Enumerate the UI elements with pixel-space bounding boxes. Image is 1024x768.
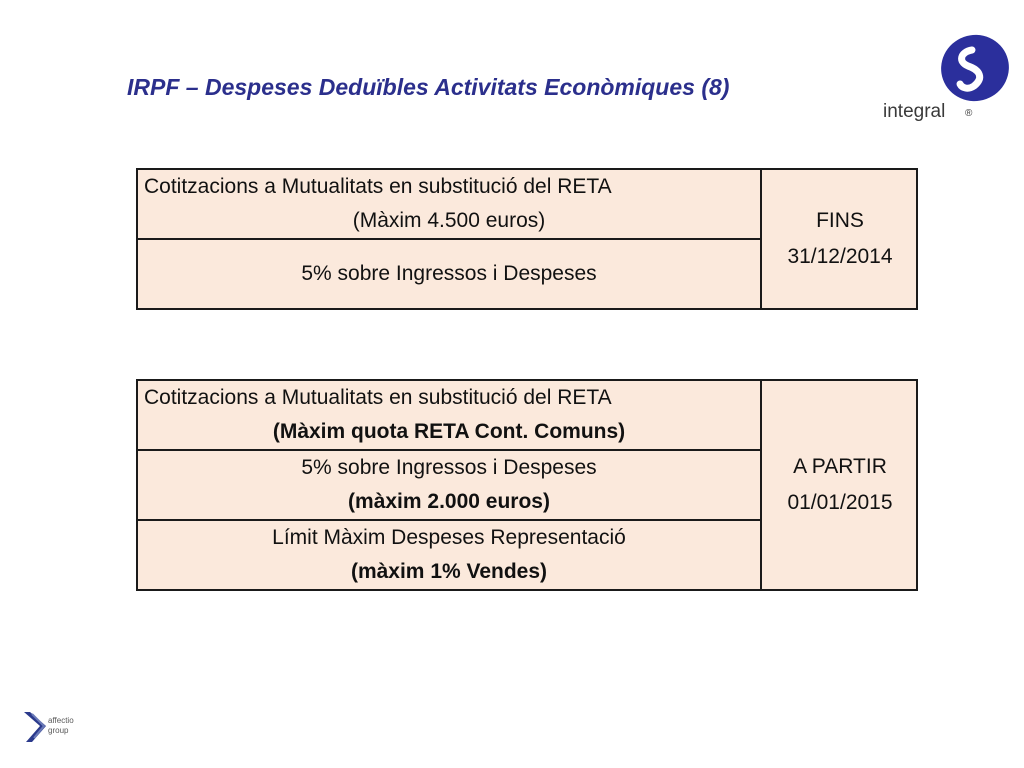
table2-row2-line1: 5% sobre Ingressos i Despeses [301,456,597,479]
deduction-table-until-2014 [136,168,918,310]
table2-period-label: A PARTIR [793,455,887,478]
table2-row-representacio [138,519,760,589]
table1-row1-line1: Cotitzacions a Mutualitats en substitució del RETA [144,175,612,198]
table1-period-date: 31/12/2014 [787,245,893,268]
table2-period-date: 01/01/2015 [787,491,893,514]
table2-row-mutualitats [138,381,760,449]
table1-left-column [138,170,762,308]
table1-row-mutualitats [138,170,760,238]
table1-row2-line1: 5% sobre Ingressos i Despeses [301,262,597,285]
table2-row-percent [138,449,760,519]
table2-row1-line2: (Màxim quota RETA Cont. Comuns) [272,420,626,443]
footer-brand-line2: group [48,726,69,735]
deduction-table-from-2015 [136,379,918,591]
table2-period-cell [762,381,918,589]
table1-row1-line2: (Màxim 4.500 euros) [352,209,546,232]
table2-row1-line1: Cotitzacions a Mutualitats en substitució del RETA [144,386,612,409]
table2-row3-line2: (màxim 1% Vendes) [350,560,548,583]
table2-row3-line1: Límit Màxim Despeses Representació [272,526,626,549]
slide-title: IRPF – Despeses Deduïbles Activitats Econòmiques (8) [127,74,730,100]
logo-registered-mark: ® [965,108,973,119]
table2-left-column [138,381,762,589]
footer-brand-line1: affectio [48,716,74,725]
table2-row2-line2: (màxim 2.000 euros) [348,490,550,513]
logo-text: integral [883,101,946,122]
table1-period-cell [762,170,918,308]
table1-period-label: FINS [816,209,864,232]
table1-row-percent [138,238,760,308]
